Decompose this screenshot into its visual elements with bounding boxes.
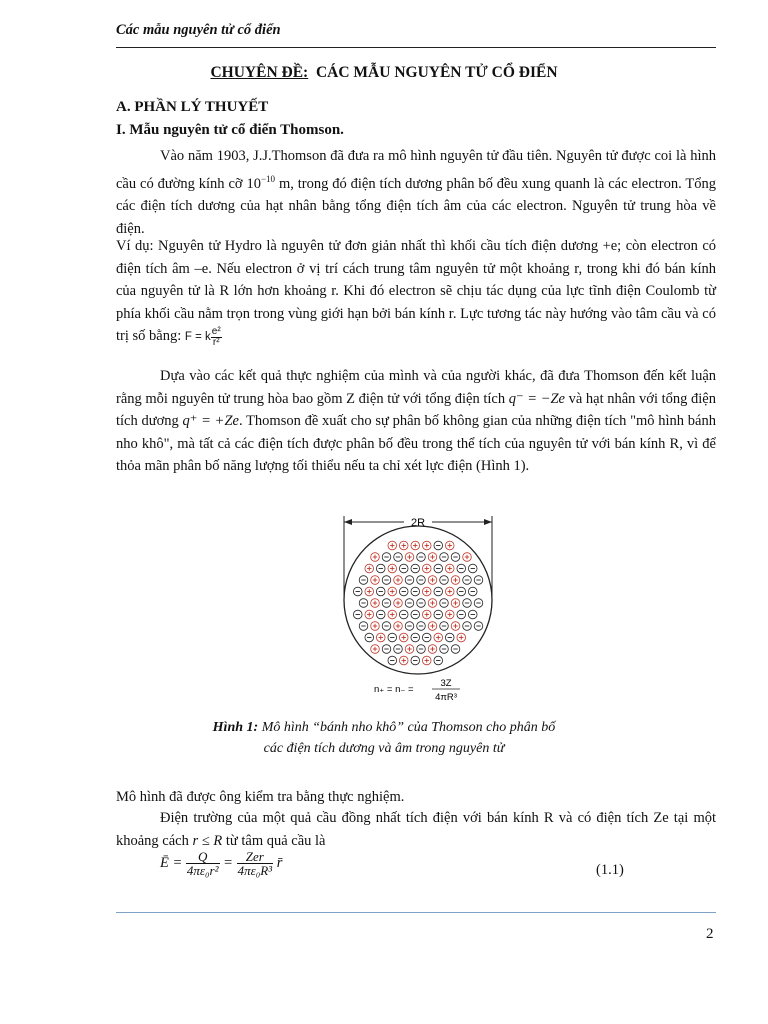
equation-1-1: Ē = $\frac{Q}{\text{4πε₀r²}}$ = $\frac{\text{Zer}}{\text{4πε₀R³}}$ r̄ (160, 849, 283, 878)
equation-number: (1.1) (596, 862, 624, 878)
title-main: CÁC MẪU NGUYÊN TỬ CỔ ĐIỂN (315, 64, 558, 81)
paragraph-2: Ví dụ: Nguyên tử Hydro là nguyên tử đơn giản nhất thì khối cầu tích điện dương +e; còn electron có điện tích âm –e. Nếu electron ở vị trí cách trung tâm nguyên tử một khoảng r, trong khi đó bán kính của nguyên tử là R lớn hơn khoảng r. Khi đó electron sẽ chịu tác dụng của lực tĩnh điện Coulomb từ phía khối cầu nằm trọn trong vùng giới hạn bởi bán kính r. Lực tương tác này hướng vào tâm cầu và có trị số bằng: F = k $\frac{\text{e²}}{\text{r²}}$ (116, 238, 716, 348)
density-lhs: n₊ = n₋ = (374, 684, 414, 695)
arrow-left-icon (344, 519, 352, 525)
paragraph-4: Mô hình đã được ông kiểm tra bằng thực nghiệm. (116, 789, 405, 805)
figure-caption-line-2: các điện tích dương và âm trong nguyên tử (263, 741, 505, 756)
density-den: 4πR³ (435, 692, 457, 703)
paragraph-1: Vào năm 1903, J.J.Thomson đã đưa ra mô hình nguyên tử đầu tiên. Nguyên tử được coi là hình cầu có đường kính cỡ $10^{-10}$ m, trong đó điện tích dương phân bố đều xung quanh là các electron. Tổng các điện tích dương của hạt nhân bằng tổng điện tích âm của các electron. Nguyên tử trung hòa về điện. (116, 148, 716, 237)
header-rule (116, 47, 716, 48)
paragraph-3: Dựa vào các kết quả thực nghiệm của mình và của người khác, đã đưa Thomson đến kết luận rằng mỗi nguyên tử trung hòa bao gồm Z điện tử với tổng điện tích q⁻ = −Ze và hạt nhân với tổng điện tích dương q⁺ = +Ze. Thomson đề xuất cho sự phân bố không gian của những điện tích "mô hình bánh nho khô", mà tất cả các điện tích được phân bố đều trong thể tích của nguyên tử với bán kính R, vì để thỏa mãn phân bố năng lượng tối thiểu nếu ta chỉ xét lực điện (Hình 1). (116, 368, 716, 475)
charges-group (353, 541, 482, 665)
density-num: 3Z (440, 678, 452, 689)
running-header: Các mẫu nguyên tử cổ điển (116, 22, 281, 38)
arrow-right-icon (484, 519, 492, 525)
positive-charge: q⁺ = +Ze (182, 413, 239, 430)
page-title (0, 64, 768, 82)
footer-rule (116, 912, 716, 913)
section-1-heading: I. Mẫu nguyên tử cổ điển Thomson. (116, 122, 344, 138)
figure-caption-line-1: Hình 1: Mô hình “bánh nho khô” của Thomson cho phân bố (212, 720, 556, 735)
coulomb-formula: F = k $\frac{\text{e²}}{\text{r²}}$ (184, 325, 221, 348)
negative-charge: q⁻ = −Ze (508, 390, 565, 407)
paragraph-5: Điện trường của một quả cầu đồng nhất tích điện với bán kính R và có điện tích Ze tại một khoảng cách r ≤ R từ tâm quả cầu là (116, 810, 716, 849)
section-a-heading: A. PHẦN LÝ THUYẾT (116, 99, 269, 115)
thomson-plum-pudding-figure (334, 512, 502, 710)
title-prefix: CHUYÊN ĐỀ: (210, 64, 309, 81)
page-number: 2 (706, 926, 714, 942)
distance-condition: r ≤ R (192, 832, 223, 849)
dimension-label: 2R (410, 517, 426, 529)
